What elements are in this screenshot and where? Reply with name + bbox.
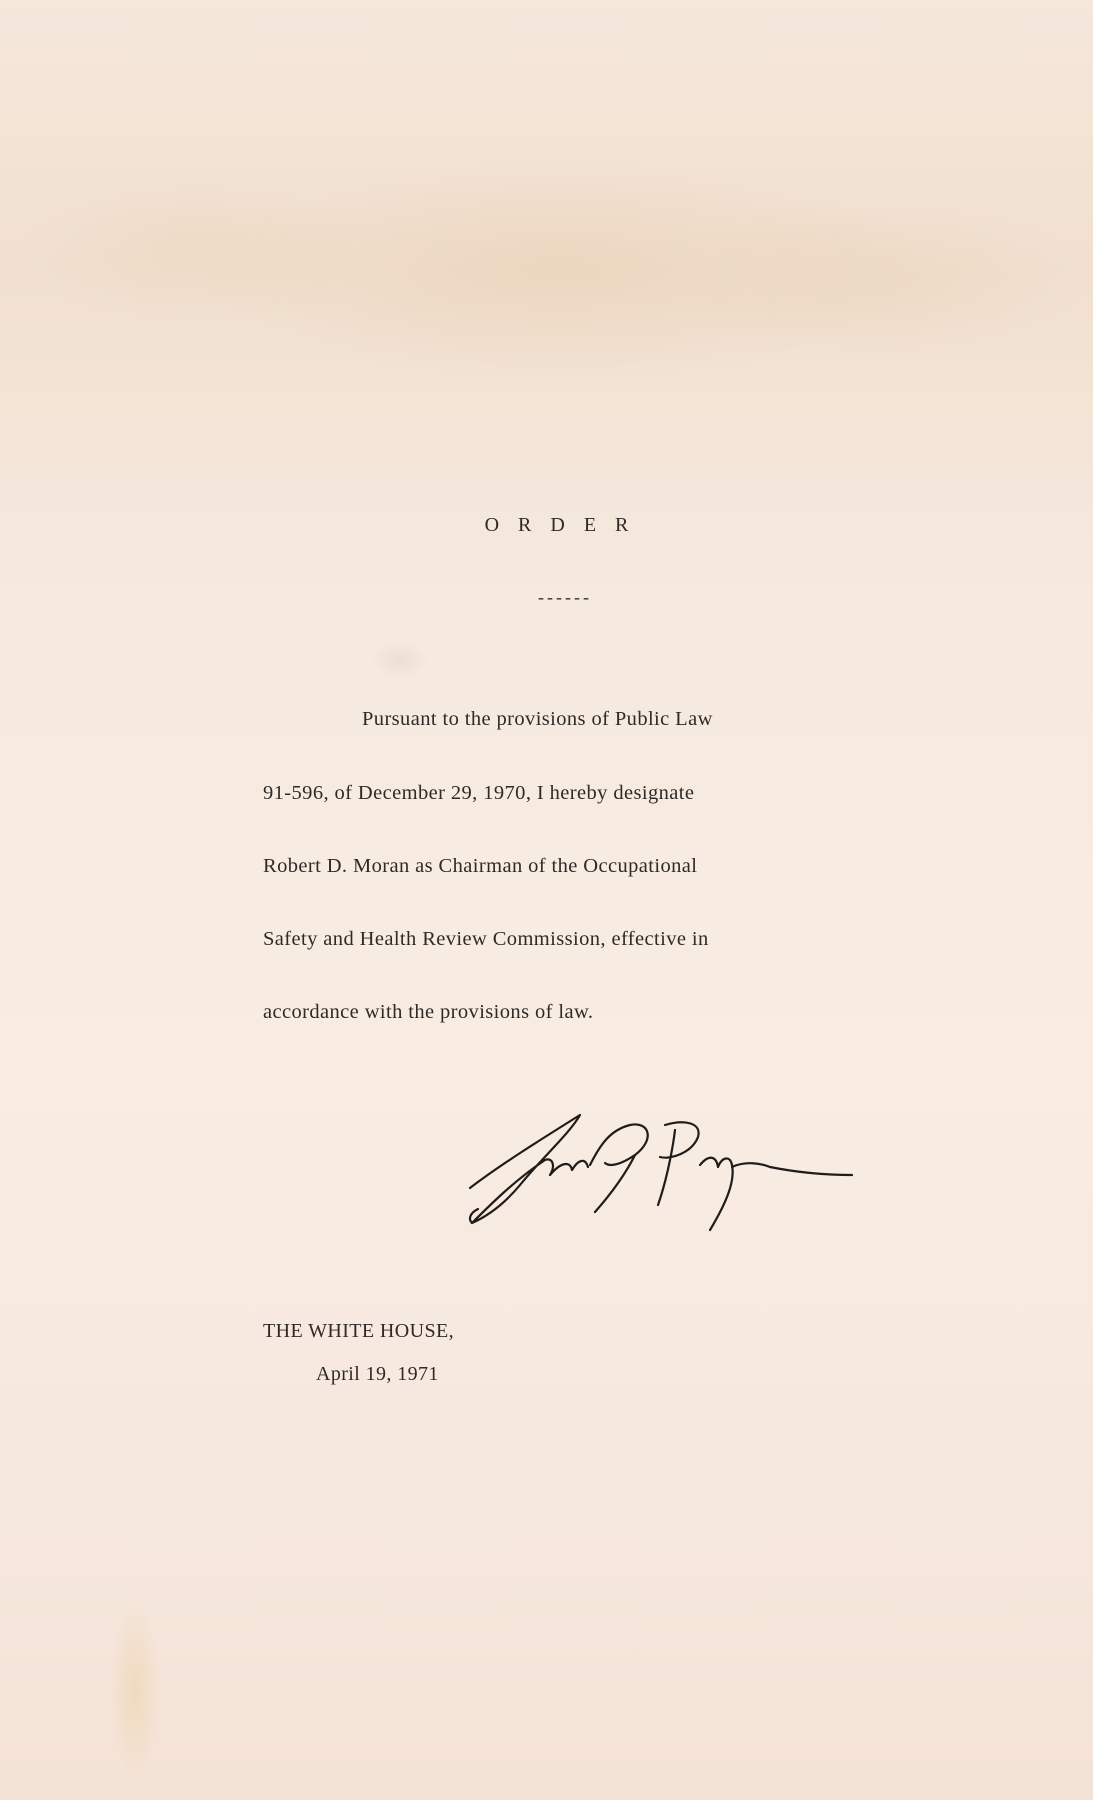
paper-stain [100, 1560, 170, 1800]
signature [460, 1105, 920, 1240]
body-line-2: 91-596, of December 29, 1970, I hereby designate [263, 782, 695, 804]
body-line-1: Pursuant to the provisions of Public Law [362, 708, 713, 730]
body-line-4: Safety and Health Review Commission, effective in [263, 928, 709, 950]
signing-date: April 19, 1971 [316, 1363, 439, 1385]
order-heading: O R D E R [484, 514, 636, 536]
body-line-5: accordance with the provisions of law. [263, 1001, 594, 1023]
heading-separator: ------ [538, 587, 592, 607]
body-line-3: Robert D. Moran as Chairman of the Occupational [263, 855, 698, 877]
paper-smudge [370, 640, 430, 680]
signing-place: THE WHITE HOUSE, [263, 1320, 454, 1342]
